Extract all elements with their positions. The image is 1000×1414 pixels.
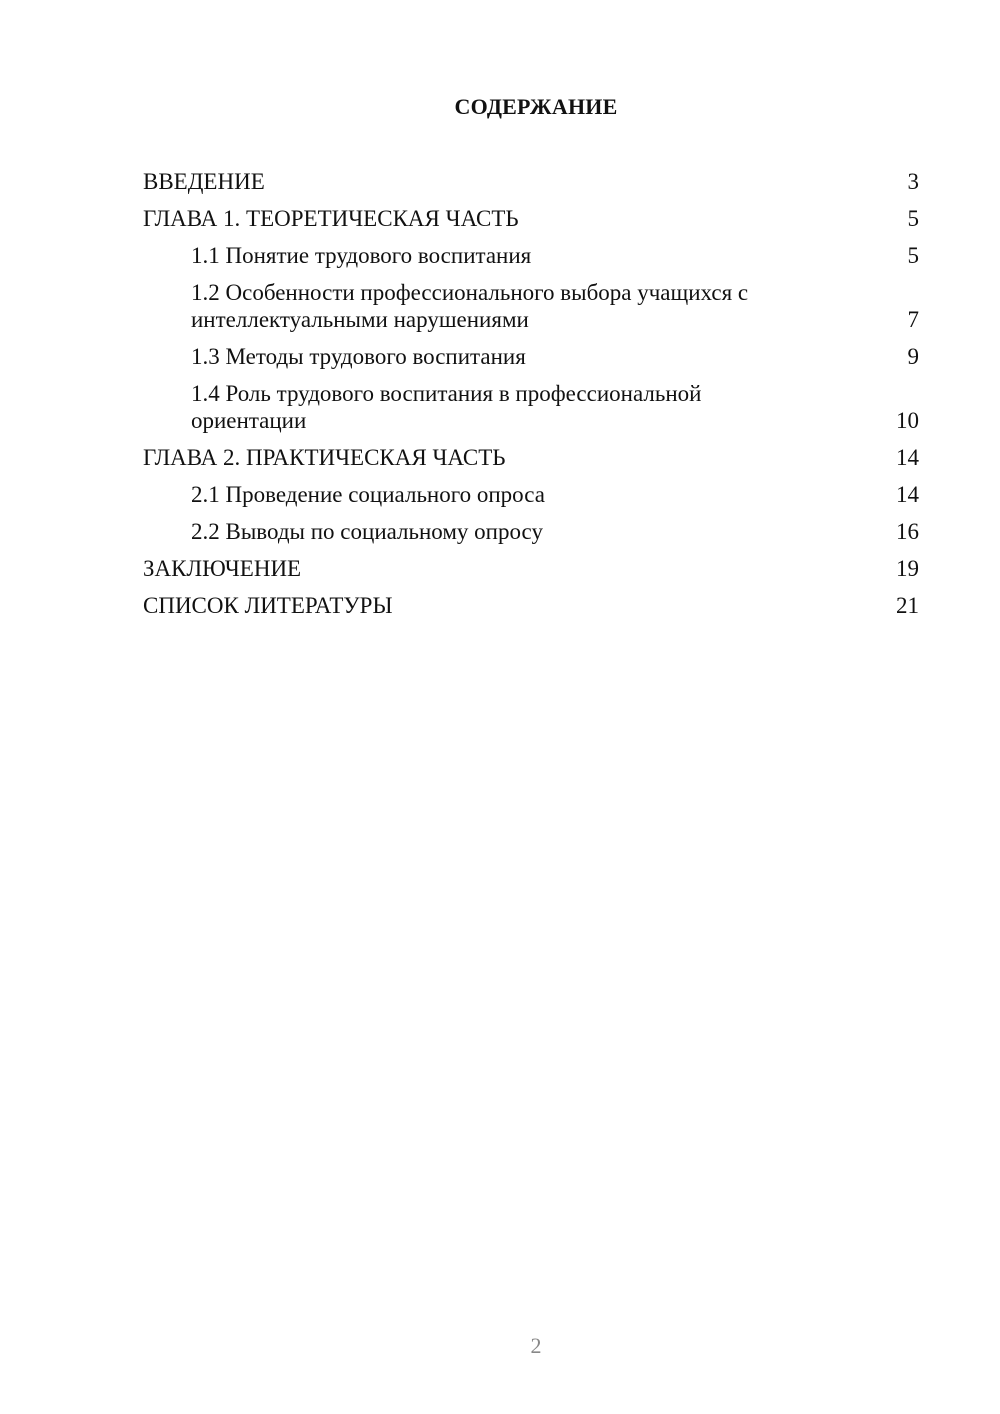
toc-entry-page: 19 [896,556,919,581]
toc-entry-introduction[interactable] [143,168,919,195]
toc-entry-page: 3 [907,169,919,194]
toc-entry-text: ВВЕДЕНИЕ [143,169,265,194]
toc-entry-text: 1.3 Методы трудового воспитания [191,344,526,369]
toc-entry-page: 7 [907,307,919,332]
toc-entry-page: 9 [907,344,919,369]
toc-entry-text: ГЛАВА 1. ТЕОРЕТИЧЕСКАЯ ЧАСТЬ [143,206,519,231]
toc-entry-text: ЗАКЛЮЧЕНИЕ [143,556,302,581]
toc-title: СОДЕРЖАНИЕ [454,94,618,119]
toc-entry-text-line-2: интеллектуальными нарушениями [191,307,529,332]
toc-entry-text-line-1: 1.2 Особенности профессионального выбора учащихся с [191,280,749,305]
toc-entry-chapter-2[interactable] [143,444,919,471]
toc-entry-text-line-1: 1.4 Роль трудового воспитания в профессиональной [191,381,702,406]
toc-entry-section-1-1[interactable] [143,242,919,269]
toc-entry-text: 2.2 Выводы по социальному опросу [191,519,543,544]
toc-entry-page: 21 [896,593,919,618]
toc-entry-section-2-1[interactable] [143,481,919,508]
page-number: 2 [530,1333,542,1358]
toc-entry-text: СПИСОК ЛИТЕРАТУРЫ [143,593,393,618]
toc-entry-text: ГЛАВА 2. ПРАКТИЧЕСКАЯ ЧАСТЬ [143,445,506,470]
toc-entry-section-1-4[interactable] [143,380,919,434]
toc-entry-page: 16 [896,519,919,544]
toc-entry-section-2-2[interactable] [143,518,919,545]
toc-entry-text: 2.1 Проведение социального опроса [191,482,545,507]
table-of-contents [143,168,919,629]
toc-entry-bibliography[interactable] [143,592,919,619]
toc-entry-page: 10 [896,408,919,433]
toc-entry-page: 5 [907,206,919,231]
toc-entry-page: 5 [907,243,919,268]
toc-entry-page: 14 [896,445,919,470]
toc-entry-page: 14 [896,482,919,507]
toc-entry-text: 1.1 Понятие трудового воспитания [191,243,532,268]
toc-entry-section-1-2[interactable] [143,279,919,333]
toc-entry-section-1-3[interactable] [143,343,919,370]
toc-entry-conclusion[interactable] [143,555,919,582]
toc-entry-text-line-2: ориентации [191,408,307,433]
toc-entry-chapter-1[interactable] [143,205,919,232]
